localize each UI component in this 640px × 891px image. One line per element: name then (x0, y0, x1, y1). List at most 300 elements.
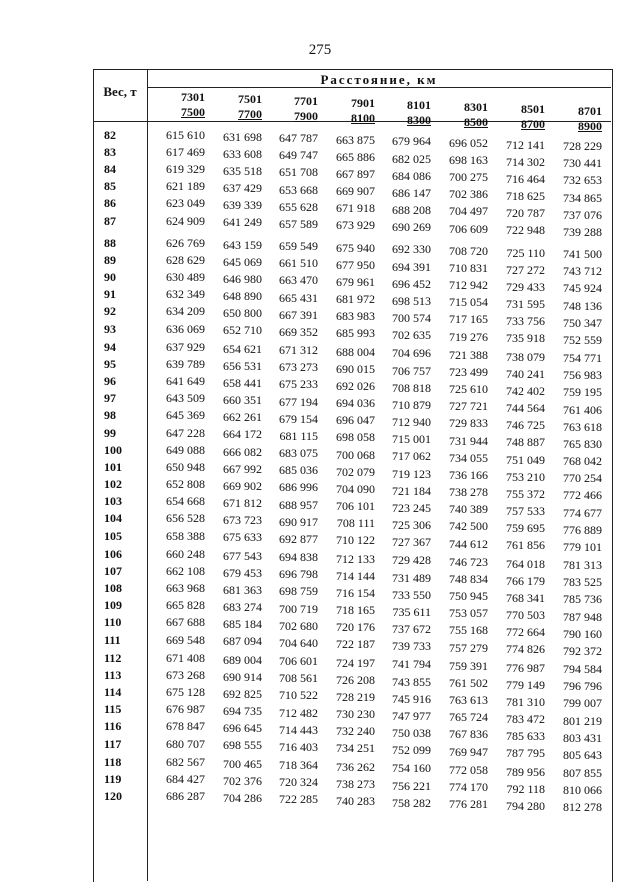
table-cell: 673 273 (279, 360, 318, 375)
table-cell: 683 983 (336, 309, 375, 324)
table-cell: 776 987 (506, 660, 545, 675)
row-weight: 86 (104, 196, 116, 211)
table-cell: 750 038 (392, 725, 431, 740)
table-cell: 737 076 (563, 207, 602, 222)
table-cell: 630 489 (166, 270, 205, 285)
table-cell: 633 608 (223, 146, 262, 161)
table-cell: 696 798 (279, 567, 318, 582)
table-cell: 700 275 (449, 170, 488, 185)
table-cell: 734 055 (449, 451, 488, 465)
table-cell: 643 159 (223, 237, 262, 252)
table-cell: 682 025 (392, 151, 431, 166)
table-cell: 761 406 (563, 402, 602, 417)
row-weight: 103 (104, 494, 122, 509)
table-cell: 779 101 (563, 539, 602, 554)
table-cell: 698 555 (223, 738, 262, 753)
table-cell: 677 543 (223, 548, 262, 563)
table-cell: 648 890 (223, 288, 262, 303)
table-cell: 667 688 (166, 615, 205, 630)
table-cell: 789 956 (506, 764, 545, 779)
table-cell: 750 347 (563, 315, 602, 330)
table-cell: 755 372 (506, 486, 545, 501)
table-cell: 659 549 (279, 239, 318, 254)
weight-header: Вес, т (103, 84, 137, 99)
table-cell: 662 261 (223, 410, 262, 424)
table-cell: 718 625 (506, 188, 545, 203)
table-cell: 761 502 (449, 676, 488, 691)
table-cell: 652 710 (223, 323, 262, 338)
table-cell: 803 431 (563, 730, 602, 745)
table-cell: 685 184 (223, 617, 262, 631)
table-cell: 731 489 (392, 570, 431, 585)
table-cell: 698 163 (449, 153, 488, 168)
table-cell: 723 245 (392, 500, 431, 515)
table-cell: 812 278 (563, 800, 602, 815)
table-cell: 692 877 (279, 531, 318, 546)
row-weight: 96 (104, 374, 116, 389)
table-cell: 673 268 (166, 668, 205, 683)
table-cell: 753 057 (449, 606, 488, 621)
table-cell: 650 948 (166, 460, 205, 475)
table-cell: 647 787 (279, 131, 318, 146)
table-cell: 676 987 (166, 702, 205, 717)
row-weight: 89 (104, 253, 116, 268)
row-weight: 112 (104, 651, 122, 665)
table-cell: 686 147 (392, 185, 431, 200)
table-cell: 774 826 (506, 642, 545, 657)
row-weight: 98 (104, 408, 116, 423)
table-cell: 735 918 (506, 331, 545, 346)
table-cell: 748 136 (563, 298, 602, 313)
row-weight: 109 (104, 598, 122, 613)
range-to: 7900 (294, 109, 318, 123)
table-cell: 756 983 (563, 368, 602, 383)
table-cell: 688 957 (279, 497, 318, 512)
row-weight: 114 (104, 685, 122, 700)
table-cell: 727 367 (392, 534, 431, 549)
table-cell: 732 240 (336, 724, 375, 739)
table-cell: 632 349 (166, 287, 205, 302)
table-cell: 719 276 (449, 329, 488, 344)
table-cell: 687 094 (223, 634, 262, 649)
table-cell: 700 465 (223, 756, 262, 771)
table-cell: 758 282 (392, 795, 431, 810)
table-cell: 754 160 (392, 761, 431, 776)
table-cell: 748 887 (506, 435, 545, 450)
row-weight: 94 (104, 340, 116, 354)
table-cell: 716 403 (279, 739, 318, 754)
table-cell: 698 513 (392, 293, 431, 308)
row-weight: 101 (104, 460, 122, 475)
table-cell: 763 618 (563, 419, 602, 434)
table-cell: 645 069 (223, 254, 262, 269)
table-cell: 712 942 (449, 278, 488, 293)
table-cell: 728 229 (563, 139, 602, 154)
distance-range-header (258, 94, 318, 124)
table-cell: 747 977 (392, 708, 431, 723)
range-from: 8501 (521, 102, 545, 116)
table-cell: 744 564 (506, 400, 545, 415)
table-cell: 655 628 (279, 199, 318, 214)
table-cell: 722 187 (336, 637, 375, 652)
table-cell: 694 036 (336, 396, 375, 411)
table-cell: 669 902 (223, 478, 262, 493)
table-cell: 679 964 (392, 134, 431, 149)
table-cell: 684 086 (392, 168, 431, 183)
range-from: 8701 (578, 104, 602, 118)
range-from: 8101 (407, 98, 431, 112)
table-cell: 696 052 (449, 136, 488, 150)
distance-range-header (428, 100, 488, 130)
table-cell: 787 948 (563, 609, 602, 624)
table-cell: 745 924 (563, 281, 602, 296)
table-cell: 717 165 (449, 312, 488, 327)
range-from: 7501 (238, 92, 262, 106)
table-cell: 669 907 (336, 184, 375, 199)
table-cell: 680 707 (166, 736, 205, 751)
table-cell: 717 062 (392, 449, 431, 464)
row-weight: 82 (104, 128, 116, 142)
distance-range-header (542, 104, 602, 134)
table-cell: 787 795 (506, 746, 545, 761)
table-cell: 720 176 (336, 620, 375, 635)
table-cell: 662 108 (166, 564, 205, 579)
table-cell: 621 189 (166, 179, 205, 194)
table-cell: 663 470 (279, 273, 318, 288)
table-cell: 681 363 (223, 582, 262, 597)
row-weight: 102 (104, 477, 122, 492)
table-cell: 671 812 (223, 495, 262, 510)
table-cell: 706 601 (279, 654, 318, 669)
table-cell: 708 818 (392, 380, 431, 395)
table-cell: 746 723 (449, 555, 488, 569)
row-weight: 84 (104, 162, 116, 177)
table-cell: 641 649 (166, 374, 205, 389)
table-cell: 783 525 (563, 575, 602, 590)
table-cell: 710 122 (336, 533, 375, 548)
table-cell: 663 968 (166, 581, 205, 596)
row-weight: 88 (104, 236, 116, 250)
table-cell: 690 917 (279, 514, 318, 529)
table-cell: 794 280 (506, 798, 545, 813)
table-cell: 716 464 (506, 171, 545, 186)
table-cell: 721 184 (392, 483, 431, 498)
table-cell: 723 499 (449, 365, 488, 380)
row-weight: 116 (104, 719, 122, 734)
table-cell: 682 567 (166, 755, 205, 769)
table-cell: 772 664 (506, 625, 545, 639)
table-cell: 750 945 (449, 589, 488, 604)
table-cell: 626 769 (166, 236, 205, 250)
table-cell: 729 428 (392, 553, 431, 568)
table-cell: 710 522 (279, 688, 318, 703)
table-cell: 737 672 (392, 621, 431, 636)
table-cell: 643 509 (166, 391, 205, 406)
table-cell: 733 756 (506, 314, 545, 328)
table-cell: 649 747 (279, 148, 318, 163)
table-cell: 739 733 (392, 638, 431, 653)
row-weight: 118 (104, 755, 122, 769)
table-cell: 647 228 (166, 425, 205, 440)
table-cell: 761 856 (506, 538, 545, 553)
range-to: 8300 (407, 113, 431, 127)
table-cell: 688 208 (392, 202, 431, 217)
table-cell: 712 940 (392, 414, 431, 429)
range-to: 8900 (578, 119, 602, 133)
table-cell: 631 698 (223, 129, 262, 144)
table-cell: 692 026 (336, 379, 375, 393)
table-cell: 702 680 (279, 618, 318, 633)
table-cell: 666 082 (223, 444, 262, 459)
table-cell: 740 389 (449, 502, 488, 517)
table-cell: 759 195 (563, 385, 602, 400)
table-cell: 692 330 (392, 242, 431, 257)
table-cell: 685 036 (279, 463, 318, 478)
table-cell: 690 015 (336, 361, 375, 376)
table-cell: 770 503 (506, 607, 545, 622)
table-cell: 718 364 (279, 758, 318, 773)
table-cell: 671 312 (279, 343, 318, 358)
table-cell: 768 042 (563, 454, 602, 469)
table-cell: 704 696 (392, 346, 431, 361)
table-cell: 720 787 (506, 206, 545, 220)
table-cell: 712 133 (336, 551, 375, 566)
table-cell: 765 830 (563, 436, 602, 451)
table-cell: 738 278 (449, 485, 488, 500)
row-weight: 111 (104, 632, 121, 647)
table-cell: 617 469 (166, 145, 205, 160)
table-cell: 708 720 (449, 244, 488, 258)
table-cell: 665 431 (279, 290, 318, 305)
table-cell: 654 668 (166, 494, 205, 509)
table-cell: 667 897 (336, 167, 375, 181)
table-cell: 733 550 (392, 587, 431, 602)
range-to: 7500 (181, 105, 205, 119)
table-cell: 656 528 (166, 511, 205, 526)
table-cell: 678 847 (166, 719, 205, 734)
table-cell: 772 466 (563, 488, 602, 503)
table-cell: 675 633 (223, 530, 262, 545)
table-cell: 696 047 (336, 413, 375, 428)
table-cell: 754 771 (563, 351, 602, 366)
table-cell: 628 629 (166, 253, 205, 268)
table-cell: 759 391 (449, 659, 488, 673)
table-cell: 673 723 (223, 513, 262, 527)
table-cell: 738 273 (336, 776, 375, 791)
table-cell: 624 909 (166, 213, 205, 228)
table-cell: 730 441 (563, 156, 602, 171)
table-cell: 781 313 (563, 558, 602, 573)
table-cell: 683 274 (223, 599, 262, 614)
distance-range-header (202, 92, 262, 122)
table-cell: 658 441 (223, 375, 262, 390)
table-cell: 645 369 (166, 408, 205, 423)
table-cell: 684 427 (166, 772, 205, 787)
table-cell: 714 443 (279, 722, 318, 737)
table-cell: 763 613 (449, 693, 488, 708)
table-cell: 741 500 (563, 247, 602, 262)
table-cell: 694 735 (223, 703, 262, 718)
table-cell: 720 324 (279, 775, 318, 790)
table-cell: 740 283 (336, 794, 375, 808)
table-cell: 619 329 (166, 162, 205, 177)
table-cell: 748 834 (449, 572, 488, 587)
range-to: 8700 (521, 117, 545, 131)
table-cell: 634 209 (166, 304, 205, 319)
table-cell: 725 610 (449, 382, 488, 397)
table-cell: 677 950 (336, 257, 375, 272)
table-cell: 653 668 (279, 182, 318, 197)
row-weight: 117 (104, 736, 122, 751)
table-cell: 792 372 (563, 643, 602, 658)
table-cell: 785 633 (506, 729, 545, 743)
table-cell: 776 889 (563, 522, 602, 537)
table-cell: 735 611 (392, 604, 431, 619)
table-cell: 700 719 (279, 601, 318, 616)
table-cell: 694 391 (392, 259, 431, 274)
table-cell: 660 248 (166, 547, 205, 561)
row-weight: 119 (104, 772, 122, 787)
table-cell: 681 972 (336, 292, 375, 307)
table-cell: 663 875 (336, 132, 375, 147)
table-cell: 704 640 (279, 635, 318, 650)
table-cell: 623 049 (166, 196, 205, 211)
table-cell: 796 796 (563, 679, 602, 694)
table-cell: 646 980 (223, 271, 262, 286)
table-cell: 724 197 (336, 655, 375, 670)
table-cell: 694 838 (279, 550, 318, 565)
table-cell: 708 111 (336, 516, 375, 531)
table-cell: 704 090 (336, 482, 375, 496)
row-weight: 85 (104, 179, 116, 194)
range-from: 8301 (464, 100, 488, 114)
table-cell: 764 018 (506, 556, 545, 571)
table-cell: 698 058 (336, 430, 375, 445)
table-cell: 685 993 (336, 326, 375, 341)
table-cell: 805 643 (563, 747, 602, 762)
table-cell: 766 179 (506, 573, 545, 588)
table-cell: 752 559 (563, 332, 602, 347)
table-cell: 702 386 (449, 187, 488, 202)
row-weight: 90 (104, 270, 116, 285)
row-weight: 105 (104, 528, 122, 543)
table-cell: 636 069 (166, 321, 205, 336)
table-cell: 710 879 (392, 397, 431, 412)
table-cell: 706 101 (336, 499, 375, 514)
table-cell: 658 388 (166, 528, 205, 543)
table-cell: 671 408 (166, 651, 205, 665)
range-to: 8500 (464, 115, 488, 129)
range-to: 7700 (238, 107, 262, 121)
table-cell: 690 269 (392, 219, 431, 234)
table-cell: 690 914 (223, 669, 262, 684)
table-cell: 781 310 (506, 694, 545, 709)
table-cell: 714 144 (336, 568, 375, 583)
table-cell: 745 916 (392, 691, 431, 706)
table-cell: 728 219 (336, 690, 375, 704)
table-cell: 725 306 (392, 517, 431, 532)
table-cell: 704 497 (449, 204, 488, 219)
table-cell: 665 886 (336, 149, 375, 164)
table-cell: 649 088 (166, 443, 205, 457)
table-cell: 752 099 (392, 742, 431, 757)
table-cell: 719 123 (392, 466, 431, 481)
table-cell: 660 351 (223, 392, 262, 407)
table-cell: 722 948 (506, 223, 545, 238)
table-cell: 755 168 (449, 623, 488, 638)
table-cell: 696 452 (392, 276, 431, 291)
distance-range-header (485, 102, 545, 132)
table-cell: 751 049 (506, 452, 545, 467)
table-cell: 686 996 (279, 480, 318, 495)
row-weight: 100 (104, 443, 122, 457)
table-cell: 667 992 (223, 461, 262, 476)
table-cell: 710 831 (449, 261, 488, 276)
table-cell: 704 286 (223, 790, 262, 805)
table-cell: 650 800 (223, 306, 262, 320)
table-cell: 757 279 (449, 640, 488, 655)
table-cell: 770 254 (563, 471, 602, 486)
table-cell: 772 058 (449, 763, 488, 777)
distance-header: Расстояние, км (320, 72, 438, 87)
table-cell: 738 079 (506, 349, 545, 364)
range-to: 8100 (351, 111, 375, 125)
row-weight: 104 (104, 511, 122, 526)
row-weight: 115 (104, 702, 122, 717)
table-cell: 716 154 (336, 586, 375, 600)
table-cell: 756 221 (392, 778, 431, 793)
table-cell: 661 510 (279, 256, 318, 271)
row-weight: 92 (104, 304, 116, 319)
table-cell: 776 281 (449, 797, 488, 812)
table-cell: 712 482 (279, 705, 318, 720)
table-cell: 767 836 (449, 727, 488, 742)
row-weight: 99 (104, 425, 116, 440)
range-from: 7301 (181, 90, 205, 104)
table-cell: 698 759 (279, 584, 318, 599)
table-cell: 639 789 (166, 357, 205, 372)
table-cell: 743 855 (392, 674, 431, 689)
table-cell: 727 272 (506, 262, 545, 277)
table-cell: 721 388 (449, 348, 488, 362)
table-cell: 679 453 (223, 565, 262, 580)
table-cell: 665 828 (166, 598, 205, 613)
table-cell: 790 160 (563, 626, 602, 641)
table-cell: 669 352 (279, 324, 318, 339)
table-cell: 715 001 (392, 431, 431, 446)
table-cell: 637 929 (166, 340, 205, 354)
table-cell: 700 068 (336, 447, 375, 462)
table-cell: 702 635 (392, 327, 431, 342)
row-weight: 91 (104, 287, 116, 302)
table-cell: 708 561 (279, 671, 318, 686)
table-cell: 657 589 (279, 216, 318, 231)
row-weight: 95 (104, 357, 116, 372)
page-number: 275 (308, 42, 332, 58)
table-cell: 799 007 (563, 696, 602, 711)
table-cell: 686 287 (166, 789, 205, 804)
table-cell: 669 548 (166, 632, 205, 647)
table-cell: 774 677 (563, 505, 602, 520)
distance-range-header (371, 98, 431, 128)
table-cell: 742 500 (449, 519, 488, 534)
table-cell: 656 531 (223, 358, 262, 373)
table-cell: 652 808 (166, 477, 205, 492)
table-cell: 673 929 (336, 218, 375, 233)
table-cell: 731 944 (449, 433, 488, 448)
table-cell: 736 262 (336, 759, 375, 774)
table-cell: 746 725 (506, 418, 545, 432)
